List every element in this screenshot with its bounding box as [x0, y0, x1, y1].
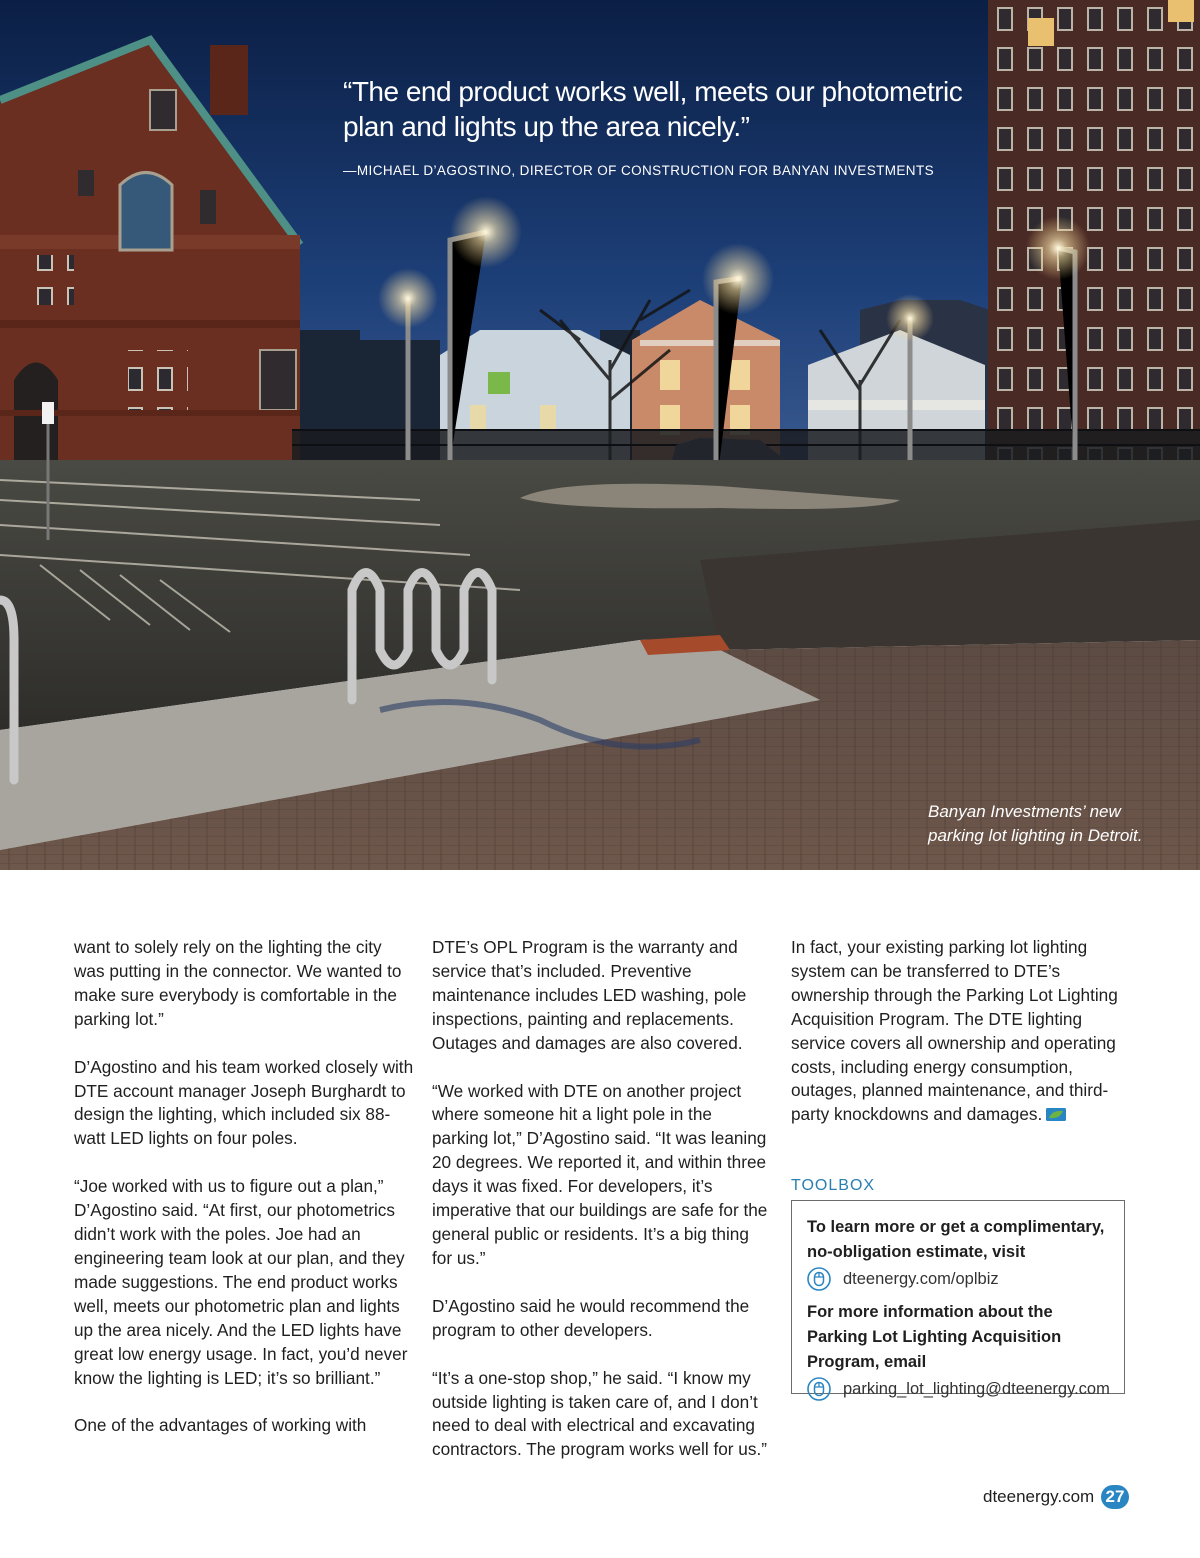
paragraph: “We worked with DTE on another project where someone hit a light pole in the parking lot,” D’Agostino said. “It was leaning 20 degrees. We reported it, and within three days it was fixed. For developers, it’s imperative that our buildings are safe for the general public or residents. It’s a big thing for us.” — [432, 1080, 768, 1268]
paragraph: D’Agostino and his team worked closely with DTE account manager Joseph Burghardt to design the lighting, which included six 88-watt LED lights on four poles. — [74, 1056, 414, 1149]
mouse-icon — [807, 1376, 831, 1402]
toolbox-link-row[interactable] — [807, 1376, 1112, 1402]
toolbox-link-row[interactable] — [807, 1266, 1112, 1292]
toolbox-box — [791, 1200, 1125, 1398]
mouse-icon — [807, 1266, 831, 1292]
footer-website: dteenergy.com — [983, 1487, 1095, 1506]
toolbox-heading: For more information about the Parking Lot Lighting Acquisition Program, email — [807, 1303, 1062, 1371]
article-column-2 — [432, 936, 772, 1486]
paragraph-with-end-mark — [791, 936, 1131, 1127]
page-number-badge: 27 — [1101, 1485, 1129, 1509]
paragraph: want to solely rely on the lighting the city was putting in the connector. We wanted to make sure everybody is comfortable in the parking lot.” — [74, 937, 402, 1029]
article-column-3 — [791, 936, 1131, 1151]
article-column-1 — [74, 936, 414, 1462]
pull-quote-attribution: —MICHAEL D’AGOSTINO, DIRECTOR OF CONSTRUCTION FOR BANYAN INVESTMENTS — [343, 163, 934, 178]
paragraph: D’Agostino said he would recommend the program to other developers. — [432, 1295, 750, 1340]
paragraph: “Joe worked with us to figure out a plan,” D’Agostino said. “At first, our photometrics didn’t work with the poles. Joe had an engineering team look at our plan, and they made suggestions. The end product works well, meets our photometric plan and lights up the area nicely. And the LED lights have great low energy usage. In fact, you’d never know the lighting is LED; it’s so brilliant.” — [74, 1176, 408, 1388]
leaf-end-mark-icon — [1046, 1108, 1066, 1121]
paragraph: One of the advantages of working with — [74, 1415, 367, 1436]
website-link[interactable]: dteenergy.com/oplbiz — [843, 1270, 999, 1288]
toolbox-heading: To learn more or get a complimentary, no-obligation estimate, visit — [807, 1218, 1105, 1261]
paragraph: DTE’s OPL Program is the warranty and service that’s included. Preventive maintenance includes LED washing, pole inspections, painting and replacements. Outages and damages are also covered. — [432, 937, 747, 1053]
paragraph: In fact, your existing parking lot lighting system can be transferred to DTE’s ownership through the Parking Lot Lighting Acquisition Program. The DTE lighting service covers all ownership and operating costs, including energy consumption, outages, planned maintenance, and third-party knockdowns and damages. — [791, 937, 1118, 1125]
photo-caption: Banyan Investments’ new parking lot lighting in Detroit. — [928, 802, 1143, 845]
paragraph: “It’s a one-stop shop,” he said. “I know my outside lighting is taken care of, and I don’t need to deal with electrical and excavating contractors. The program works well for us.” — [432, 1367, 767, 1460]
email-link[interactable]: parking_lot_lighting@dteenergy.com — [843, 1380, 1110, 1398]
pull-quote: “The end product works well, meets our photometric plan and lights up the area nicely.” — [343, 76, 963, 142]
toolbox-label: TOOLBOX — [791, 1177, 876, 1194]
